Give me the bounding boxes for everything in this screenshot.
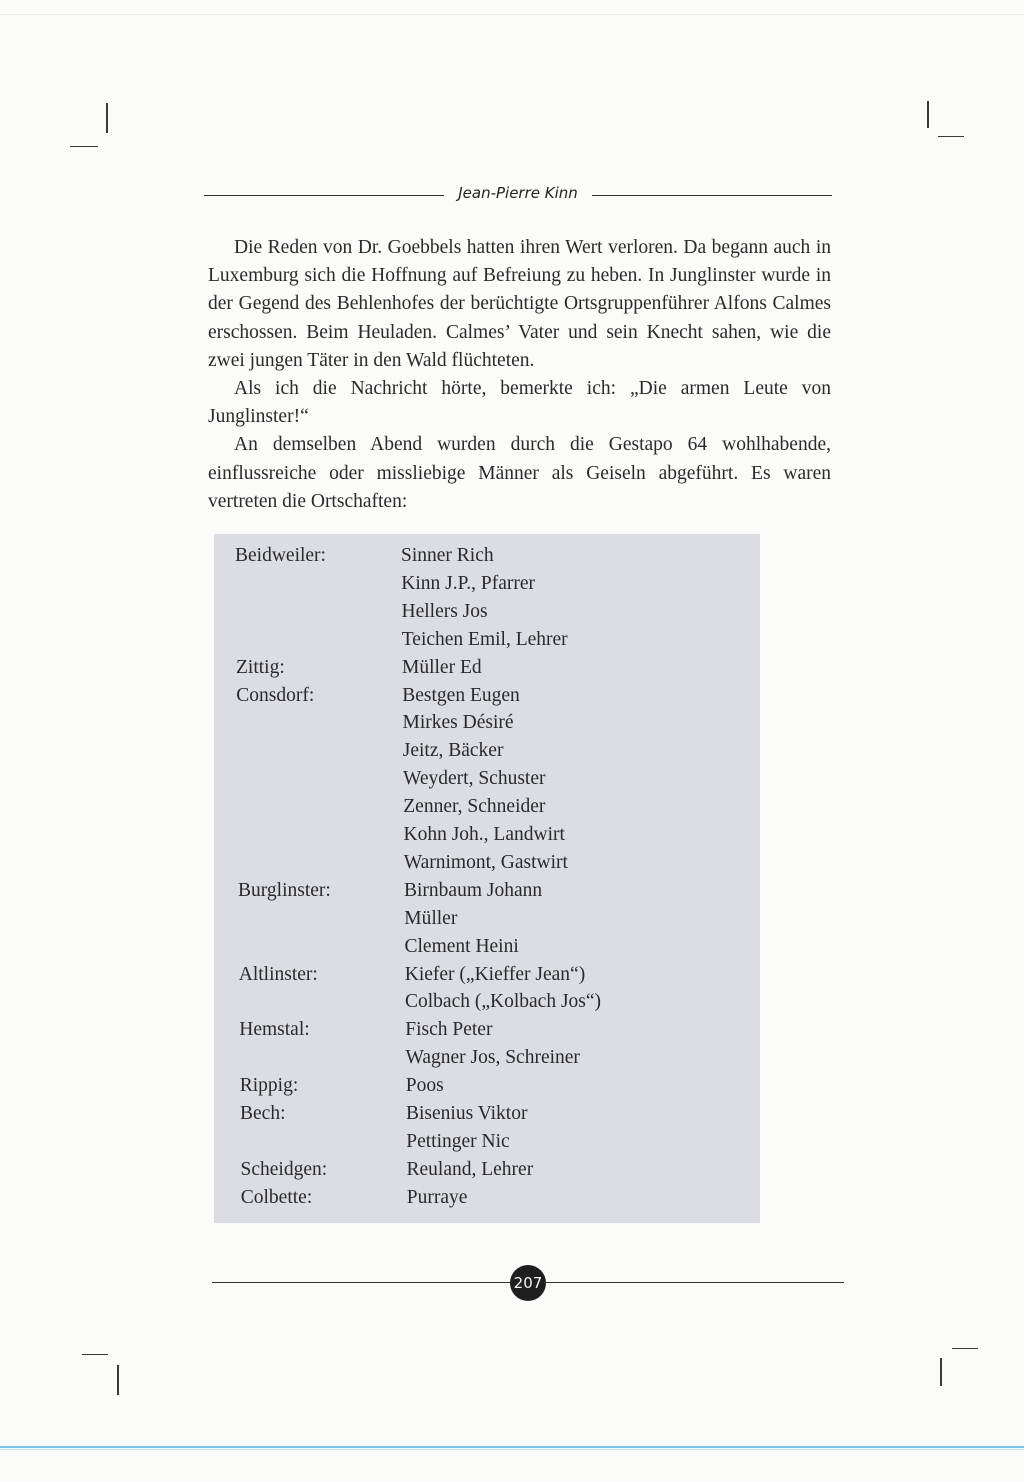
place-label: Burglinster:	[238, 879, 331, 901]
list-item	[0, 737, 1024, 765]
place-label: Colbette:	[240, 1186, 313, 1208]
hostage-name: Clement Heini	[404, 935, 519, 957]
list-item	[0, 570, 1024, 598]
hostage-name: Kiefer („Kieffer Jean“)	[404, 963, 586, 985]
hostage-name: Colbach („Kolbach Jos“)	[405, 991, 602, 1013]
crop-mark-top-right-horizontal	[938, 136, 964, 137]
paragraph: An demselben Abend wurden durch die Gestapo 64 wohlhabende, einflussreiche oder missliebige Männer als Geiseln abgeführt. Es waren vertreten die Ortschaften:	[208, 434, 831, 512]
list-item	[0, 542, 1024, 570]
list-item	[0, 709, 1024, 737]
list-item	[0, 1156, 1024, 1184]
hostage-name: Fisch Peter	[405, 1019, 493, 1041]
hostage-name: Poos	[405, 1075, 444, 1097]
place-label: Consdorf:	[236, 684, 315, 706]
page-bottom-edge	[0, 1446, 1024, 1448]
hostage-name: Bisenius Viktor	[406, 1103, 528, 1124]
list-item	[0, 933, 1024, 961]
list-item	[0, 877, 1024, 905]
page-bottom-edge-light	[0, 1449, 1024, 1450]
hostage-name: Purraye	[406, 1186, 468, 1208]
list-item	[0, 1016, 1024, 1044]
hostage-name: Teichen Emil, Lehrer	[401, 628, 568, 650]
place-label: Scheidgen:	[240, 1158, 328, 1180]
place-label: Rippig:	[239, 1075, 299, 1097]
list-item	[0, 626, 1024, 654]
crop-mark-top-right-vertical	[927, 101, 929, 128]
list-item	[0, 1128, 1024, 1156]
list-item	[0, 849, 1024, 877]
list-item	[0, 988, 1024, 1016]
hostage-name: Hellers Jos	[401, 600, 488, 622]
hostage-name: Müller Ed	[402, 656, 482, 678]
running-header-author: Jean-Pierre Kinn	[458, 184, 578, 202]
place-label: Beidweiler:	[235, 545, 326, 566]
list-item	[0, 821, 1024, 849]
crop-mark-top-left-horizontal	[70, 146, 98, 147]
page-top-edge	[0, 14, 1024, 15]
crop-mark-bottom-left-vertical	[117, 1365, 119, 1395]
hostage-name: Müller	[404, 907, 458, 929]
list-item	[0, 1100, 1024, 1128]
list-item	[0, 905, 1024, 933]
list-item	[0, 765, 1024, 793]
place-label: Zittig:	[236, 656, 285, 678]
crop-mark-bottom-right-vertical	[940, 1358, 942, 1386]
list-item	[0, 654, 1024, 682]
footer-rule-right	[544, 1282, 844, 1283]
hostage-name: Birnbaum Johann	[404, 879, 543, 901]
hostage-name: Jeitz, Bäcker	[402, 740, 504, 762]
body-text	[208, 234, 831, 516]
place-label: Hemstal:	[239, 1019, 310, 1041]
hostage-name: Kinn J.P., Pfarrer	[401, 572, 536, 594]
hostage-name: Kohn Joh., Landwirt	[403, 824, 565, 845]
hostage-name: Bestgen Eugen	[402, 684, 520, 706]
list-item	[0, 961, 1024, 989]
hostage-name: Pettinger Nic	[406, 1130, 510, 1152]
list-item	[0, 793, 1024, 821]
hostage-name: Zenner, Schneider	[403, 796, 546, 818]
list-item	[0, 598, 1024, 626]
hostage-name: Sinner Rich	[401, 545, 494, 566]
place-label: Bech:	[240, 1103, 286, 1124]
paragraph: Die Reden von Dr. Goebbels hatten ihren Wert verloren. Da begann auch in Luxemburg sich die Hoffnung auf Befreiung zu heben. In Junglinster wurde in der Gegend des Behlenhofes der berüchtigte Ortsgruppenführer Alfons Calmes erschossen. Beim Heuladen. Calmes’ Vater und sein Knecht sahen, wie die zwei jungen Täter in den Wald flüchteten.	[208, 237, 831, 371]
hostage-name: Reuland, Lehrer	[406, 1158, 534, 1180]
place-label: Altlinster:	[238, 963, 318, 985]
footer-rule-left	[212, 1282, 512, 1283]
hostage-name: Warnimont, Gastwirt	[403, 851, 568, 873]
list-item	[0, 682, 1024, 710]
list-item	[0, 1044, 1024, 1072]
crop-mark-bottom-left-horizontal	[82, 1354, 108, 1355]
list-item	[0, 1072, 1024, 1100]
crop-mark-bottom-right-horizontal	[952, 1348, 978, 1349]
list-item	[0, 1184, 1024, 1212]
header-rule-right	[592, 195, 832, 196]
paragraph: Als ich die Nachricht hörte, bemerkte ich: „Die armen Leute von Junglinster!“	[208, 378, 831, 428]
hostage-name: Weydert, Schuster	[403, 768, 546, 790]
crop-mark-top-left-vertical	[106, 103, 108, 133]
hostage-name: Wagner Jos, Schreiner	[405, 1047, 580, 1069]
page-number: 207	[510, 1265, 546, 1301]
hostage-name: Mirkes Désiré	[402, 712, 514, 734]
header-rule-left	[204, 195, 444, 196]
